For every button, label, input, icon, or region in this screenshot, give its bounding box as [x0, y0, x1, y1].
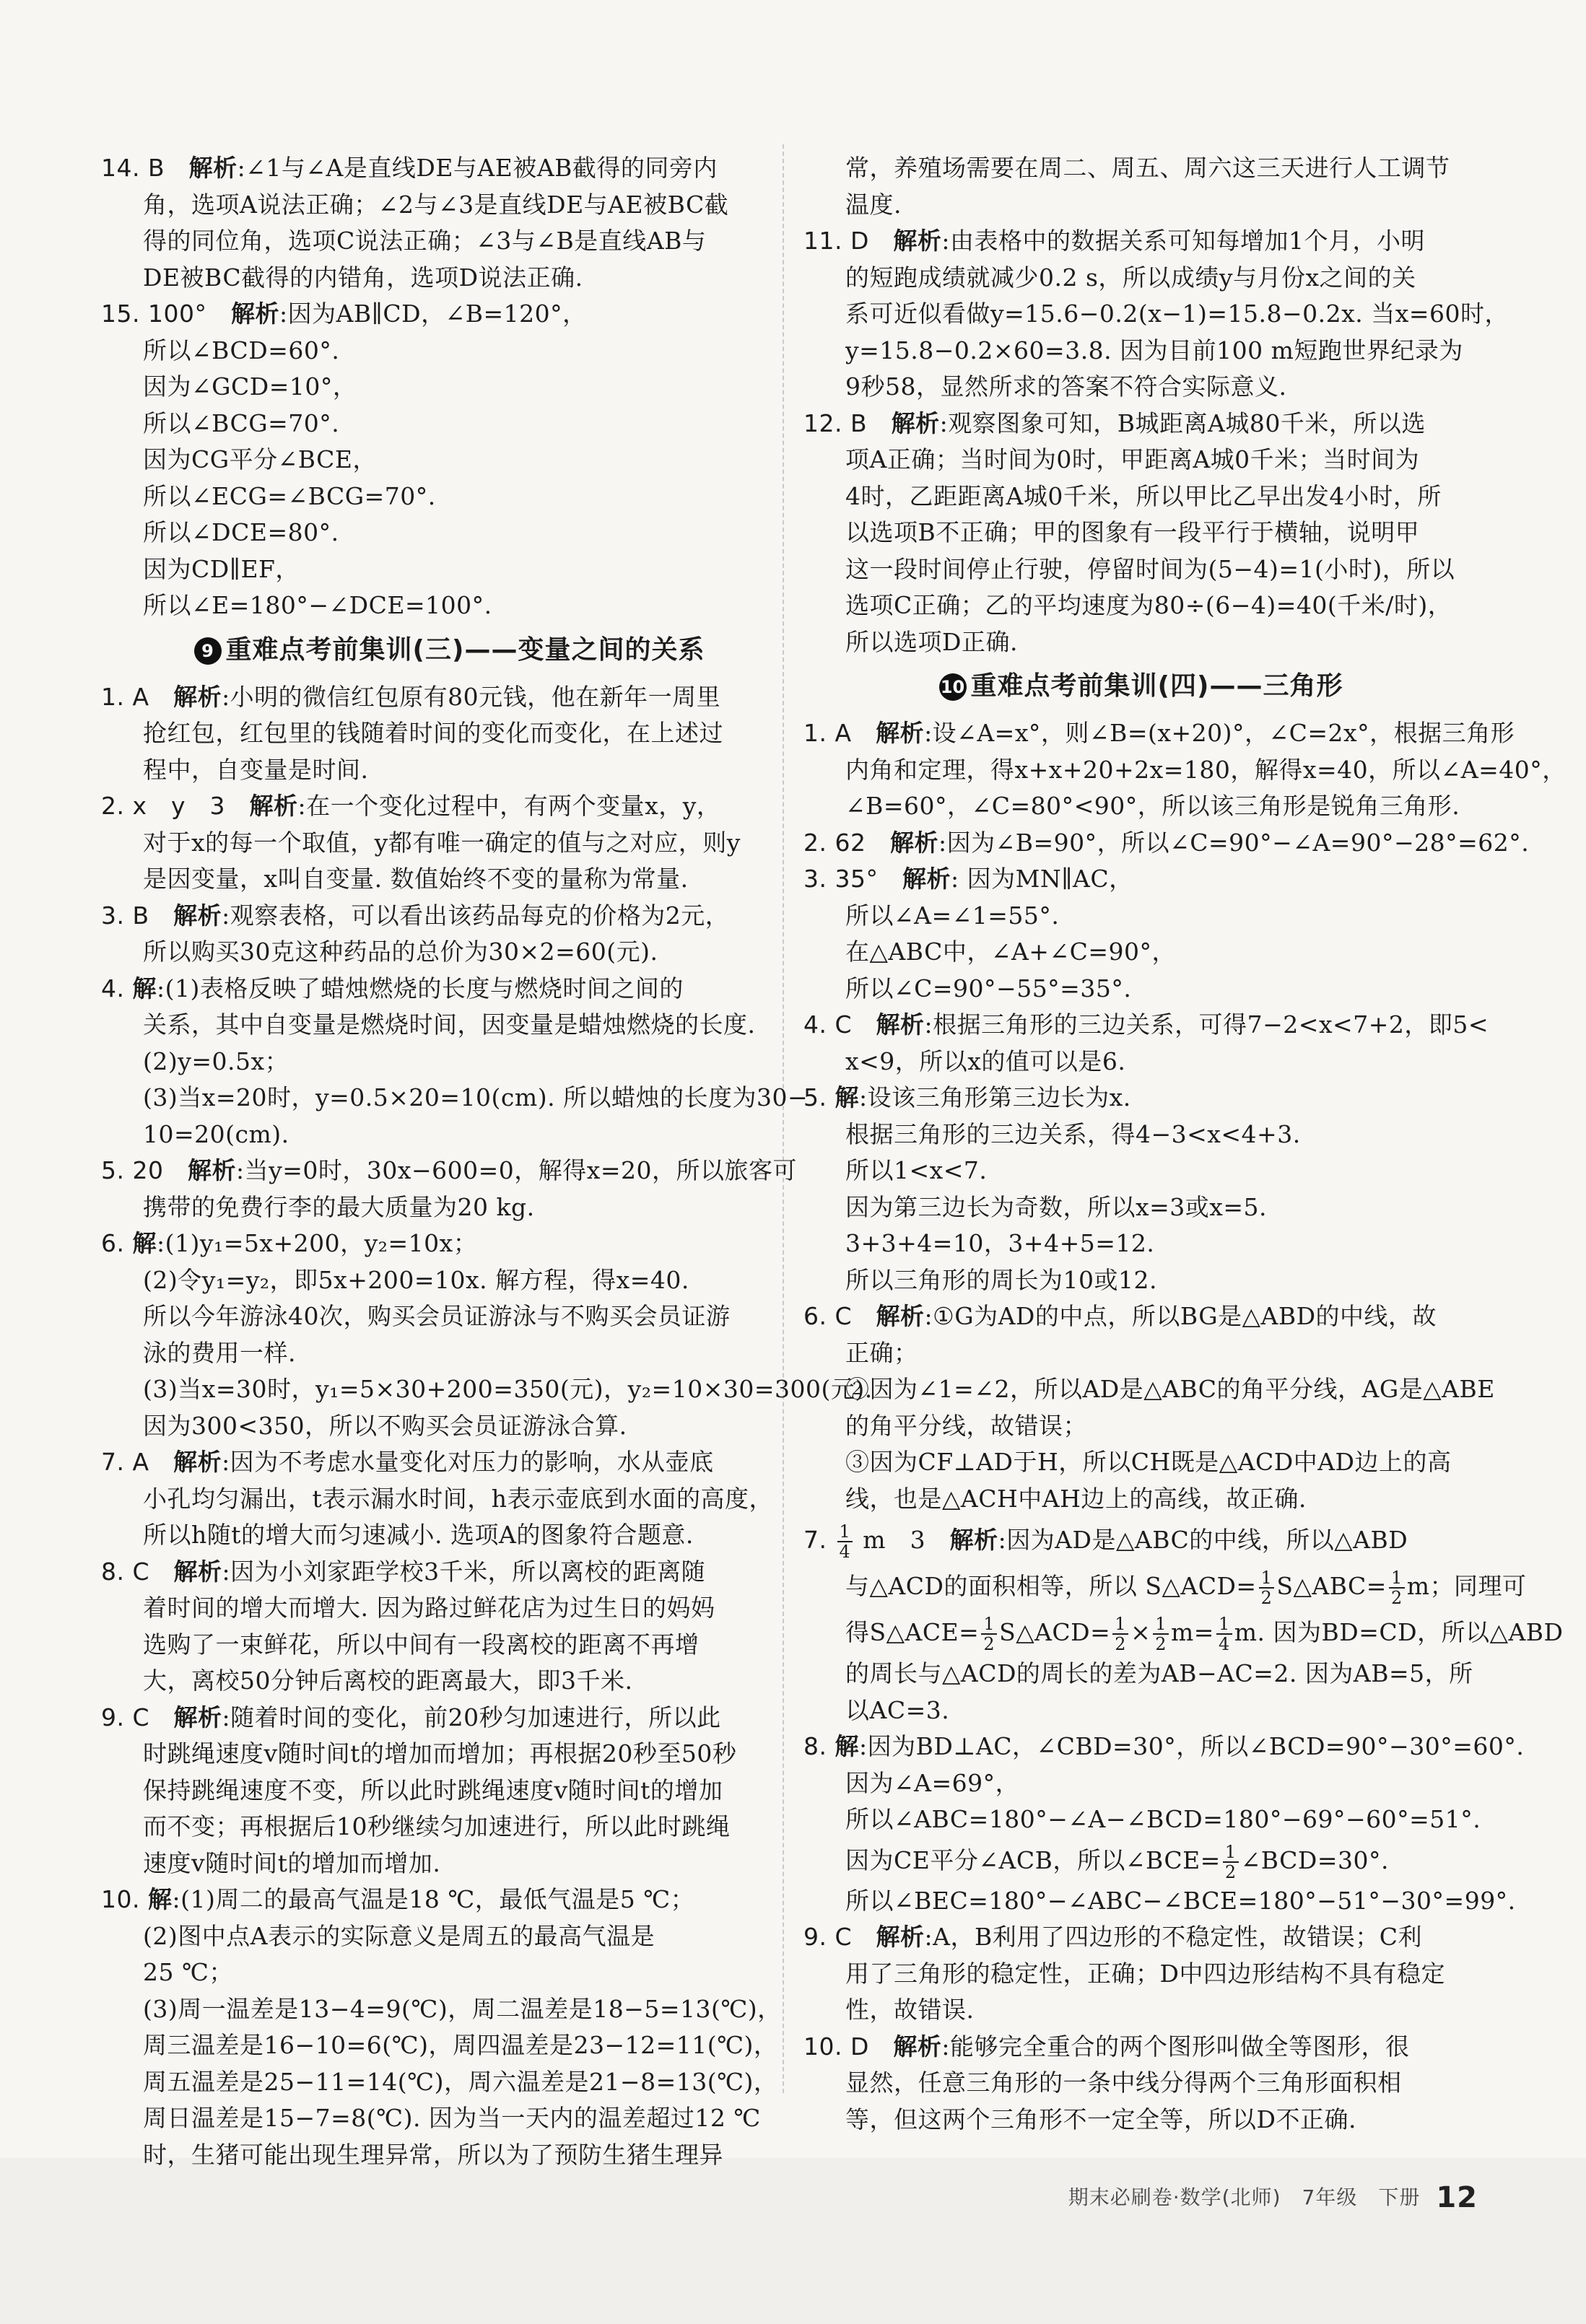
s9-answer-12: 12. B 解析:观察图象可知，B城距离A城80千米，所以选 项A正确；当时间为0时，甲距离A城0千米；当时间为 4时，乙距距离A城0千米，所以甲比乙早出发4小时，所 以选项B不正确；甲的图象有一段平行于横轴，说明甲 这一段时间停止行驶，停留时间为(5−4)=1(小时)，所以 选项C正确；乙的平均速度为80÷(6−4)=40(千米/时)， 所以选项D正确. [803, 409, 1455, 656]
s9-answer-10-continued: 常，养殖场需要在周二、周五、周六这三天进行人工调节 温度. [845, 154, 1450, 219]
s10-answer-9: 9. C 解析:A，B利用了四边形的不稳定性，故错误；C利 用了三角形的稳定性，正确；D中四边形结构不具有稳定 性，故错误. [803, 1923, 1445, 2024]
s9-answer-5: 5. 20 解析:当y=0时，30x−600=0，解得x=20，所以旅客可 携带的免费行李的最大质量为20 kg. [101, 1156, 798, 1221]
fraction-one-half: $\frac{1}{2}$ [981, 1615, 997, 1654]
s10-answer-10: 10. D 解析:能够完全重合的两个图形叫做全等图形，很 显然，任意三角形的一条中线分得两个三角形面积相 等，但这两个三角形不一定全等，所以D不正确. [803, 2032, 1410, 2133]
fraction-one-half: $\frac{1}{2}$ [1259, 1568, 1275, 1607]
s9-answer-2: 2. x y 3 解析:在一个变化过程中，有两个变量x，y， 对于x的每一个取值，y都有唯一确定的值与之对应，则y 是因变量，x叫自变量. 数值始终不变的量称为常量. [101, 792, 741, 893]
s9-answer-10: 10. 解:(1)周二的最高气温是18 ℃，最低气温是5 ℃； (2)图中点A表示的实际意义是周五的最高气温是 25 ℃； (3)周一温差是13−4=9(℃)，周二温差是18−5=13(℃)， 周三温差是16−10=6(℃)，周四温差是23−12=11(℃)， 周五温差是25−11=14(℃)，周六温差是21−8=13(℃)， 周日温差是15−7=8(℃). 因为当一天内的温差超过12 ℃ 时，生猪可能出现生理异常，所以为了预防生猪生理异 [101, 1885, 782, 2169]
s10-answer-7: 7. $\frac{1}{4}$ m 3 解析:因为AD是△ABC的中线，所以△ABD 与△ACD的面积相等，所以 S△ACD= $\frac{1}{2}$ S△ABC= $\frac{1}{2}$ m；同理可 得S△ACE= $\frac{1}{2}$ S△ACD= $\frac{1}{2}$ × $\frac{1}{2}$ m= $\frac{1}{4}$ m. 因为BD=CD，所以△ABD 的周长与△ACD的周长的差为AB−AC=2. 因为AB=5，所 以AC=3. [803, 1521, 1564, 1724]
section-9-title: 9 重难点考前集训(三)——变量之间的关系 [101, 629, 798, 672]
fraction-one-half: $\frac{1}{2}$ [1223, 1843, 1239, 1882]
s9-answer-3: 3. B 解析:观察表格，可以看出该药品每克的价格为2元， 所以购买30克这种药品的总价为30×2=60(元). [101, 901, 730, 966]
answer-14: 14. B 解析:∠1与∠A是直线DE与AE被AB截得的同旁内 角，选项A说法正确；∠2与∠3是直线DE与AE被BC截 得的同位角，选项C说法正确；∠3与∠B是直线AB与 DE被BC截得的内错角，选项D说法正确. [101, 154, 729, 292]
section-number-badge: 10 [939, 673, 967, 701]
fraction-one-half: $\frac{1}{2}$ [1112, 1615, 1128, 1654]
page-footer [1068, 2181, 1478, 2214]
s10-answer-5: 5. 解:设该三角形第三边长为x. 根据三角形的三边关系，得4−3<x<4+3. 所以1<x<7. 因为第三边长为奇数，所以x=3或x=5. 3+3+4=10，3+4+5=12. 所以三角形的周长为10或12. [803, 1083, 1301, 1294]
section-10-title: 10 重难点考前集训(四)——三角形 [803, 665, 1478, 708]
s9-answer-6: 6. 解:(1)y₁=5x+200，y₂=10x； (2)令y₁=y₂，即5x+200=10x. 解方程，得x=40. 所以今年游泳40次，购买会员证游泳与不购买会员证游 泳的费用一样. (3)当x=30时，y₁=5×30+200=350(元)，y₂=10×30=300(元). 因为300<350，所以不购买会员证游泳合算. [101, 1229, 873, 1440]
s9-answer-4: 4. 解:(1)表格反映了蜡烛燃烧的长度与燃烧时间之间的 关系，其中自变量是燃烧时间，因变量是蜡烛燃烧的长度. (2)y=0.5x； (3)当x=20时，y=0.5×20=10(cm). 所以蜡烛的长度为30− 10=20(cm). [101, 974, 809, 1148]
section-number-badge: 9 [194, 637, 222, 665]
right-column [803, 150, 1567, 2138]
fraction-one-half: $\frac{1}{2}$ [1389, 1568, 1405, 1607]
book-title: 期末必刷卷·数学(北师) 7年级 下册 [1068, 2185, 1421, 2209]
s9-answer-9: 9. C 解析:随着时间的变化，前20秒匀加速进行，所以此 时跳绳速度v随时间t的增加而增加；再根据20秒至50秒 保持跳绳速度不变，所以此时跳绳速度v随时间t的增加 而不变；再根据后10秒继续匀加速进行，所以此时跳绳 速度v随时间t的增加而增加. [101, 1703, 737, 1877]
answer-15: 15. 100° 解析:因为AB∥CD，∠B=120°， 所以∠BCD=60°. 因为∠GCD=10°， 所以∠BCG=70°. 因为CG平分∠BCE， 所以∠ECG=∠BCG=70°. 所以∠DCE=80°. 因为CD∥EF， 所以∠E=180°−∠DCE=100°. [101, 300, 587, 619]
s9-answer-1: 1. A 解析:小明的微信红包原有80元钱，他在新年一周里 抢红包，红包里的钱随着时间的变化而变化，在上述过 程中，自变量是时间. [101, 682, 723, 784]
s10-answer-4: 4. C 解析:根据三角形的三边关系，可得7−2<x<7+2，即5< x<9，所以x的值可以是6. [803, 1010, 1489, 1075]
s9-answer-11: 11. D 解析:由表格中的数据关系可知每增加1个月，小明 的短跑成绩就减少0.2 s，所以成绩y与月份x之间的关 系可近似看做y=15.6−0.2(x−1)=15.8−0.2x. 当x=60时， y=15.8−0.2×60=3.8. 因为目前100 m短跑世界纪录为 9秒58，显然所求的答案不符合实际意义. [803, 227, 1509, 401]
fraction-one-quarter: $\frac{1}{4}$ [837, 1522, 853, 1561]
fraction-one-half: $\frac{1}{2}$ [1153, 1615, 1169, 1654]
s10-answer-3: 3. 35° 解析: 因为MN∥AC， 所以∠A=∠1=55°. 在△ABC中，∠A+∠C=90°， 所以∠C=90°−55°=35°. [803, 865, 1176, 1002]
s10-answer-8: 8. 解:因为BD⊥AC，∠CBD=30°，所以∠BCD=90°−30°=60°. 因为∠A=69°， 所以∠ABC=180°−∠A−∠BCD=180°−69°−60°=51°. 因为CE平分∠ACB，所以∠BCE= $\frac{1}{2}$ ∠BCD=30°. 所以∠BEC=180°−∠ABC−∠BCE=180°−51°−30°=99°. [803, 1732, 1525, 1915]
s10-answer-6: 6. C 解析:①G为AD的中点，所以BG是△ABD的中线，故 正确； ②因为∠1=∠2，所以AD是△ABC的角平分线，AG是△ABE 的角平分线，故错误； ③因为CF⊥AD于H，所以CH既是△ACD中AD边上的高 线，也是△ACH中AH边上的高线，故正确. [803, 1302, 1495, 1513]
s9-answer-8: 8. C 解析:因为小刘家距学校3千米，所以离校的距离随 着时间的增大而增大. 因为路过鲜花店为过生日的妈妈 选购了一束鲜花，所以中间有一段离校的距离不再增 大，离校50分钟后离校的距离最大，即3千米. [101, 1557, 715, 1695]
page-number: 12 [1436, 2181, 1478, 2214]
fraction-one-quarter: $\frac{1}{4}$ [1216, 1615, 1232, 1654]
s10-answer-1: 1. A 解析:设∠A=x°，则∠B=(x+20)°，∠C=2x°，根据三角形 内角和定理，得x+x+20+2x=180，解得x=40，所以∠A=40°， ∠B=60°，∠C=80°<90°，所以该三角形是锐角三角形. [803, 719, 1567, 820]
s9-answer-7: 7. A 解析:因为不考虑水量变化对压力的影响，水从壶底 小孔均匀漏出，t表示漏水时间，h表示壶底到水面的高度， 所以h随t的增大而匀速减小. 选项A的图象符合题意. [101, 1448, 774, 1549]
s10-answer-2: 2. 62 解析:因为∠B=90°，所以∠C=90°−∠A=90°−28°=62°. [803, 828, 1530, 857]
